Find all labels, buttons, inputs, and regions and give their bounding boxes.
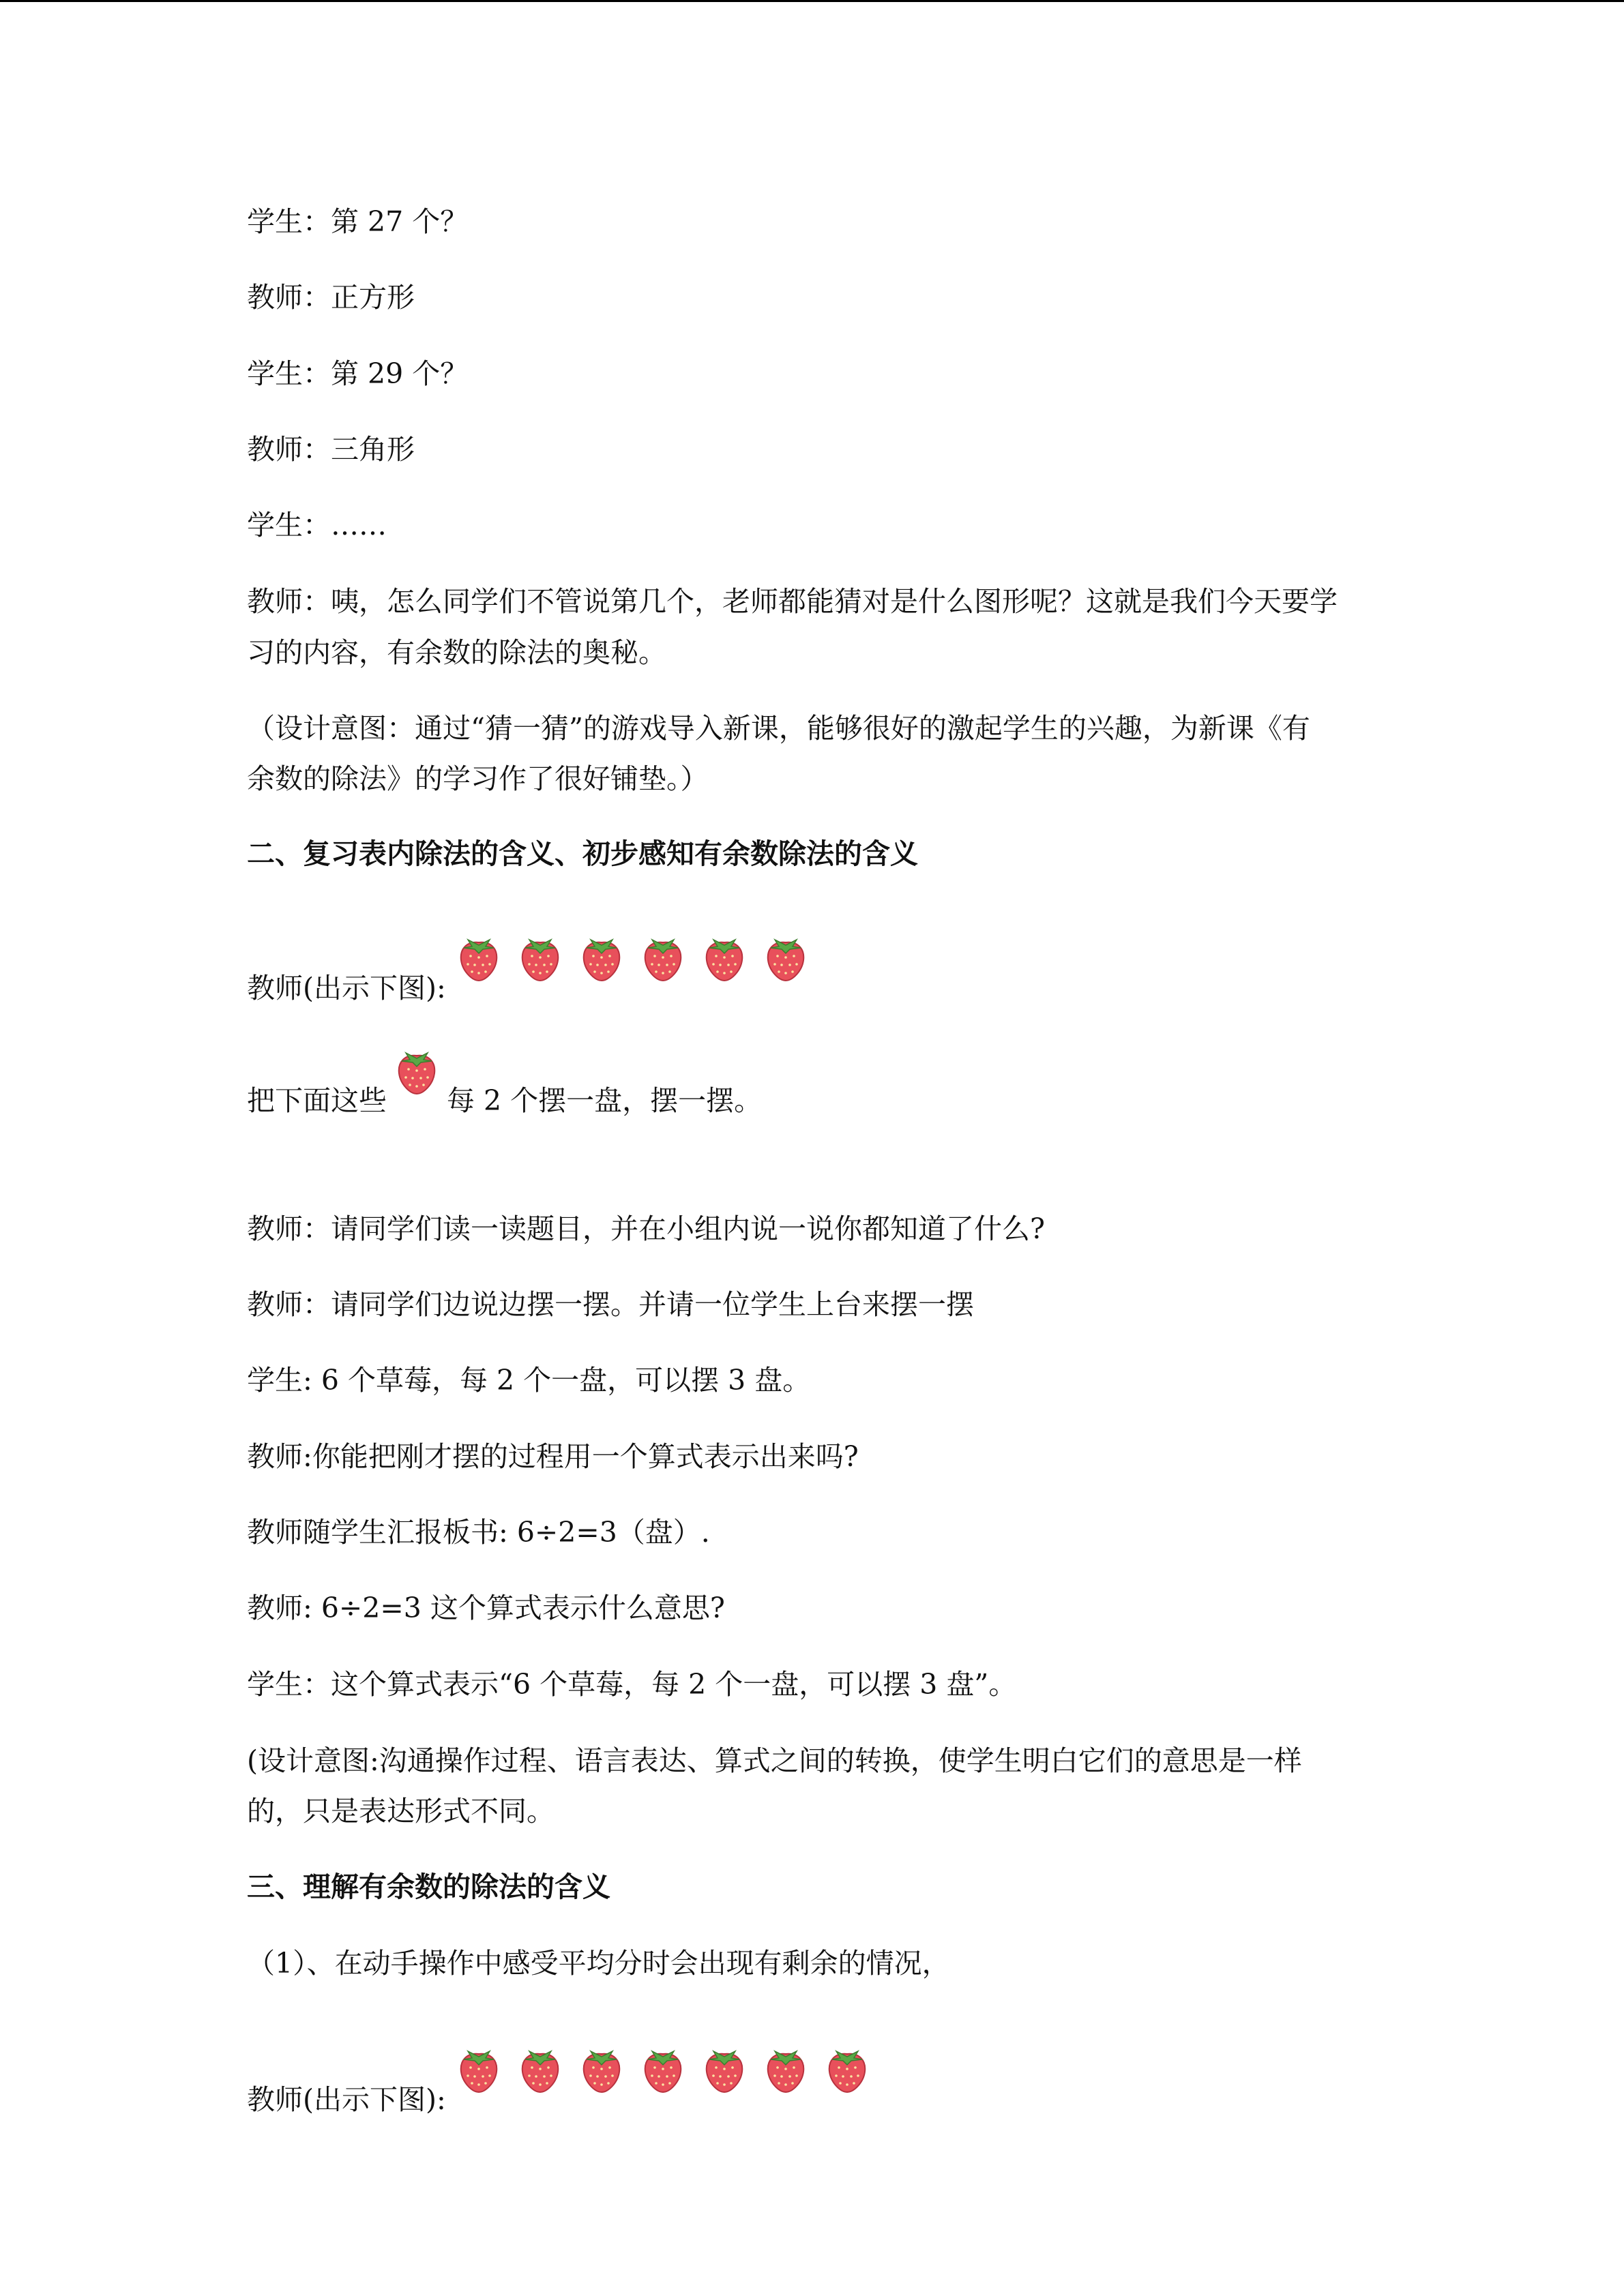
text-line: 学生：第 29 个？ <box>247 357 469 390</box>
text-line: 教师随学生汇报板书: 6÷2=3（盘）. <box>247 1516 710 1549</box>
text-line: 学生：第 27 个？ <box>247 205 469 238</box>
text-line: 学生: 6 个草莓，每 2 个一盘，可以摆 3 盘。 <box>247 1364 811 1397</box>
show-label: 教师(出示下图): <box>247 2083 446 2116</box>
page-top-border <box>0 0 1624 2</box>
text-line: 余数的除法》的学习作了很好铺垫。） <box>247 762 709 795</box>
text-line: 习的内容，有余数的除法的奥秘。 <box>247 636 666 669</box>
text-line: 教师：请同学们边说边摆一摆。并请一位学生上台来摆一摆 <box>247 1288 974 1321</box>
strawberry-icon <box>704 2044 745 2093</box>
text-line: 教师：三角形 <box>247 433 415 466</box>
text-line: 学生：这个算式表示“6 个草莓，每 2 个一盘，可以摆 3 盘”。 <box>247 1668 1017 1701</box>
text-line: (设计意图:沟通操作过程、语言表达、算式之间的转换，使学生明白它们的意思是一样 <box>247 1744 1302 1777</box>
strawberry-icon <box>520 2044 561 2093</box>
show-label: 教师(出示下图): <box>247 972 446 1004</box>
strawberry-icon <box>643 933 683 982</box>
strawberry-icon <box>520 933 561 982</box>
arrange-text-before: 把下面这些 <box>247 1084 387 1117</box>
section-heading-3: 三、理解有余数的除法的含义 <box>247 1870 610 1903</box>
text-line: 教师: 6÷2=3 这个算式表示什么意思? <box>247 1592 725 1624</box>
strawberry-group <box>458 933 806 982</box>
text-line: 学生：…… <box>247 509 387 541</box>
strawberry-icon <box>458 2044 499 2093</box>
strawberry-icon <box>581 2044 622 2093</box>
strawberry-icon <box>765 933 806 982</box>
section-heading-2: 二、复习表内除法的含义、初步感知有余数除法的含义 <box>247 837 918 870</box>
strawberry-icon <box>458 933 499 982</box>
strawberry-icon <box>827 2044 868 2093</box>
strawberry-row-2 <box>247 2049 868 2117</box>
arrange-line <box>247 1050 762 1118</box>
strawberry-group <box>458 2044 868 2093</box>
strawberry-icon <box>704 933 745 982</box>
strawberry-icon <box>396 1046 437 1095</box>
text-line: 教师：咦，怎么同学们不管说第几个，老师都能猜对是什么图形呢？这就是我们今天要学 <box>247 585 1338 618</box>
text-line: 教师：正方形 <box>247 281 415 314</box>
strawberry-icon <box>643 2044 683 2093</box>
text-line: （设计意图：通过“猜一猜”的游戏导入新课，能够很好的激起学生的兴趣，为新课《有 <box>247 712 1310 745</box>
text-line: 教师：请同学们读一读题目，并在小组内说一说你都知道了什么? <box>247 1212 1045 1245</box>
strawberry-row-1 <box>247 938 806 1006</box>
text-line: （1）、在动手操作中感受平均分时会出现有剩余的情况， <box>247 1947 950 1980</box>
strawberry-icon <box>581 933 622 982</box>
arrange-text-after: 每 2 个摆一盘，摆一摆。 <box>447 1084 763 1117</box>
text-line: 的，只是表达形式不同。 <box>247 1795 555 1828</box>
strawberry-icon <box>765 2044 806 2093</box>
text-line: 教师:你能把刚才摆的过程用一个算式表示出来吗? <box>247 1440 859 1473</box>
